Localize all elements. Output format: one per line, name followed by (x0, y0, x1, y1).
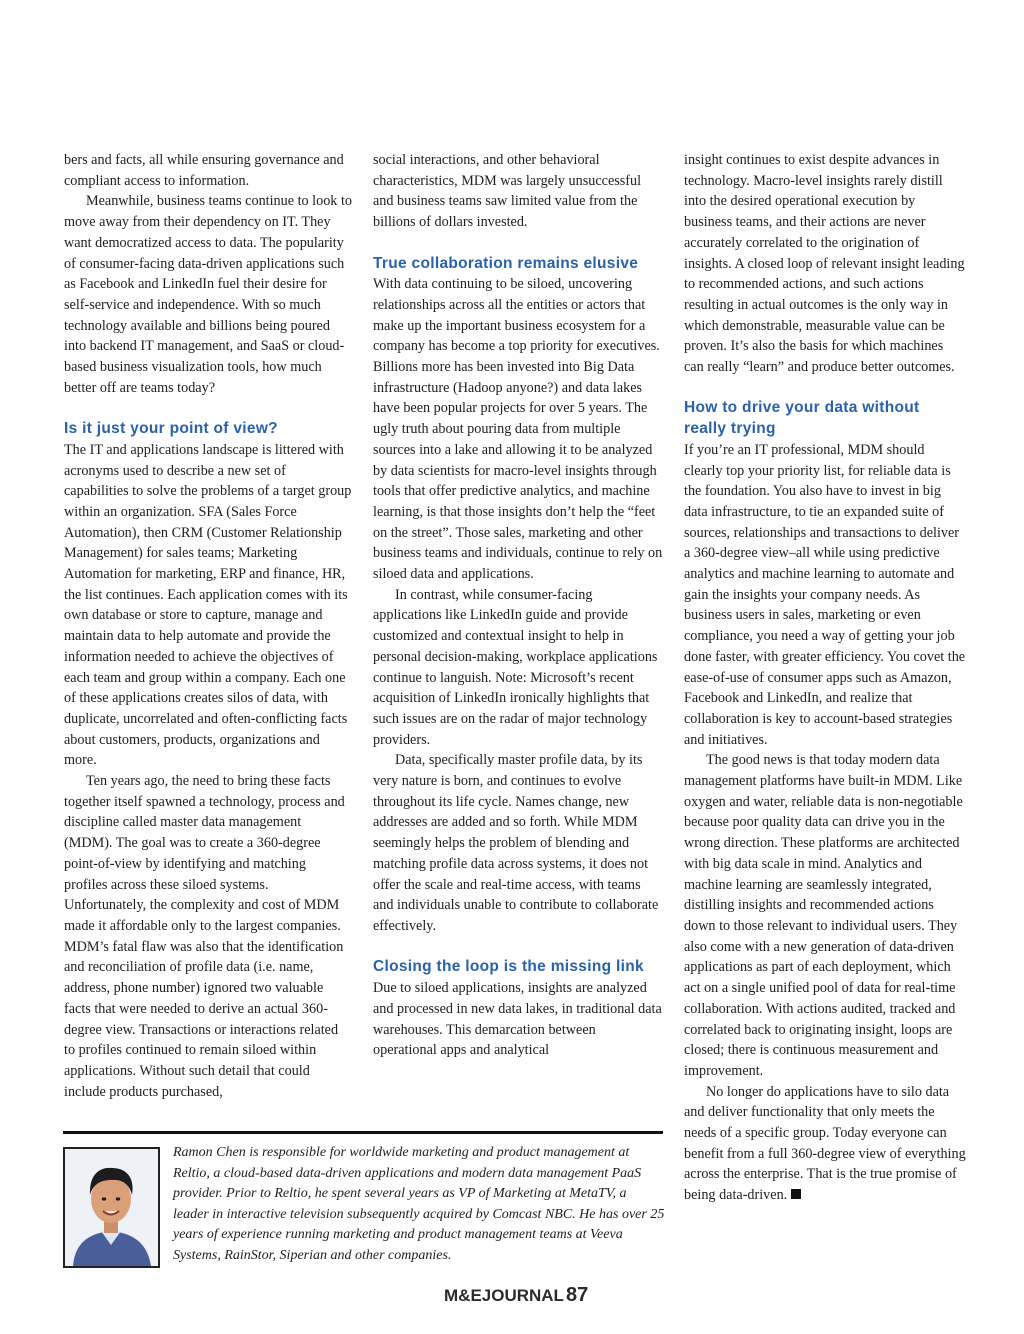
page-footer (444, 1284, 604, 1307)
paragraph-text: No longer do applications have to silo data and deliver functionality that only meets the needs of a specific group. Today everyone can benefit from a full 360-degree view of everything across the enterprise. That is the true promise of being data-driven. (684, 1083, 966, 1204)
journal-name: M&EJOURNAL (444, 1286, 564, 1305)
paragraph: Ten years ago, the need to bring these facts together itself spawned a technology, process and discipline called master data management (MDM). The goal was to create a 360-degree point-of-view by identifying and matching profiles across these siloed systems. Unfortunately, the complexity and cost of MDM made it affordable only to the largest companies. MDM’s fatal flaw was also that the identification and reconciliation of profile data (i.e. name, address, phone number) ignored two valuable facts that were needed to derive an actual 360-degree view. Transactions or interactions related to profiles continued to remain siloed within applications. Without such detail that could include products purchased, (64, 773, 345, 1100)
author-photo (63, 1147, 160, 1268)
column-3 (684, 150, 966, 1206)
paragraph: The good news is that today modern data management platforms have built-in MDM. Like oxygen and water, reliable data is non-negotiable because poor quality data can drive you in the wrong direction. These platforms are architected with big data scale in mind. Analytics and machine learning are seamlessly integrated, distilling insights and recommended actions down to those relevant to individual users. They also come with a new generation of data-driven applications as part of each deployment, which act on a single unified pool of data for real-time collaboration. With actions audited, tracked and correlated back to originating insight, loops are closed; there is continuous measurement and improvement. (684, 752, 963, 1079)
paragraph: insight continues to exist despite advances in technology. Macro-level insights rarely distill into the desired operational execution by business teams, and their actions are never accurately correlated to the origination of insights. A closed loop of relevant insight leading to recommended actions, and such actions resulting in actual outcomes is the only way in which demonstrable, measurable value can be proven. It’s also the basis for which machines can really “learn” and produce better outcomes. (684, 152, 965, 376)
paragraph-final (684, 1082, 966, 1206)
paragraph: If you’re an IT professional, MDM should clearly top your priority list, for reliable data is the foundation. You also have to invest in big data infrastructure, to tie an expanded suite of sources, relationships and transactions to deliver a 360-degree view–all while using predictive analytics and machine learning to automate and gain the insights your company needs. As business users in sales, marketing or even compliance, you need a way of getting your job done faster, with greater efficiency. You covet the ease-of-use of consumer apps such as Amazon, Facebook and LinkedIn, and realize that collaboration is key to account-based strategies and initiatives. (684, 441, 966, 748)
paragraph: The IT and applications landscape is littered with acronyms used to describe a new set of capabilities to solve the problems of a target group within an organization. SFA (Sales Force Automation), then CRM (Customer Relationship Management) for sales teams; Marketing Automation for marketing, ERP and finance, HR, the list continues. Each application comes with its own database or store to capture, manage and maintain data to help automate and provide the information needed to achieve the objectives of each team and group within a company. Each one of these applications creates silos of data, with duplicate, uncorrelated and often-conflicting facts about customers, products, organizations and more. (64, 441, 352, 769)
section-heading: True collaboration remains elusive (373, 254, 639, 272)
column-2 (373, 150, 663, 1061)
divider (63, 1131, 663, 1134)
section-heading: How to drive your data without really trying (684, 399, 920, 438)
column-1 (64, 150, 352, 1102)
author-bio-box (63, 1140, 663, 1270)
section-heading: Is it just your point of view? (64, 420, 278, 438)
paragraph: With data continuing to be siloed, uncovering relationships across all the entities or actors that make up the important business ecosystem for a company has become a top priority for executives. Billions more has been invested into Big Data infrastructure (Hadoop anyone?) and data lakes have been popular projects for over 5 years. The ugly truth about pouring data from multiple sources into a lake and allowing it to be analyzed by data scientists for macro-level insights through tools that offer predictive analytics, and machine learning, is that those insights don’t help the “feet on the street”. Those sales, marketing and other business teams and individuals, continue to rely on siloed data and applications. (373, 276, 663, 583)
paragraph: bers and facts, all while ensuring governance and compliant access to information. (64, 152, 344, 189)
paragraph: social interactions, and other behavioral characteristics, MDM was largely unsuccessful and business teams saw limited value from the billions of dollars invested. (373, 152, 642, 231)
end-mark-icon (791, 1189, 801, 1199)
author-portrait-icon (65, 1149, 158, 1266)
page-number: 87 (565, 1284, 589, 1306)
paragraph: Data, specifically master profile data, by its very nature is born, and continues to evolve throughout its life cycle. Names change, new addresses are added and so forth. While MDM seemingly helps the problem of blending and matching profile data across systems, it does not offer the scale and real-time access, with teams and individuals unable to contribute to collaborate effectively. (373, 752, 659, 934)
author-bio: Ramon Chen is responsible for worldwide marketing and product management at Reltio, a cloud-based data-driven applications and modern data management PaaS provider. Prior to Reltio, he spent several years as VP of Marketing at MetaTV, a leader in interactive television subsequently acquired by Comcast NBC. He has over 25 years of experience running marketing and product management teams at Veeva Systems, RainStor, Siperian and other companies. (173, 1145, 665, 1263)
paragraph: In contrast, while consumer-facing applications like LinkedIn guide and provide customized and contextual insight to help in personal decision-making, workplace applications continue to languish. Note: Microsoft’s recent acquisition of LinkedIn ironically highlights that such issues are on the radar of major technology providers. (373, 586, 658, 748)
section-heading: Closing the loop is the missing link (373, 958, 644, 976)
paragraph: Meanwhile, business teams continue to look to move away from their dependency on IT. They want democratized access to data. The popularity of consumer-facing data-driven applications such as Facebook and LinkedIn fuel their desire for self-service and independence. With so much technology available and billions being poured into backend IT management, and SaaS or cloud-based business visualization tools, how much better off are teams today? (64, 193, 352, 396)
paragraph: Due to siloed applications, insights are analyzed and processed in new data lakes, in traditional data warehouses. This demarcation between operational apps and analytical (373, 980, 662, 1059)
